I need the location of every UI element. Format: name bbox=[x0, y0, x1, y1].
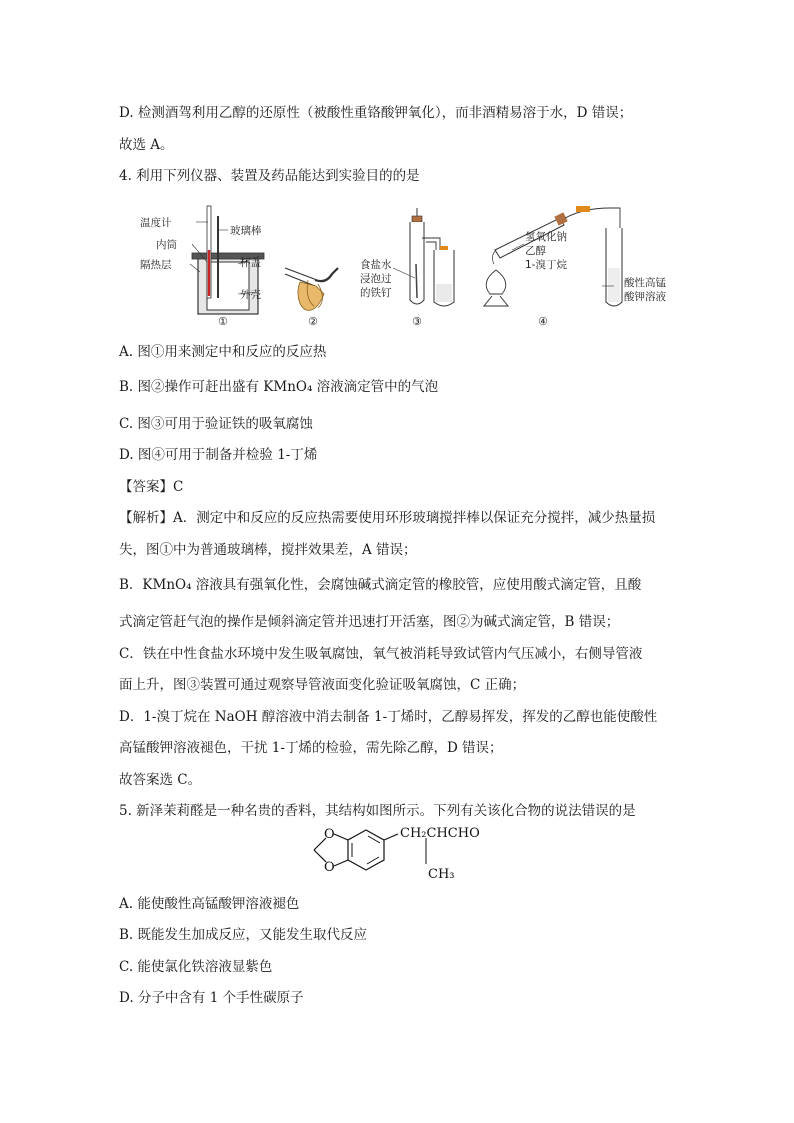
label-insulation: 隔热层 bbox=[140, 259, 172, 271]
figure-number-3: ③ bbox=[412, 315, 422, 328]
label-salt-water: 食盐水 bbox=[360, 259, 392, 271]
methyl-group: CH₃ bbox=[428, 867, 455, 882]
apparatus-figure bbox=[140, 198, 670, 333]
explanation-line: B．KMnO₄ 溶液具有强氧化性，会腐蚀碱式滴定管的橡胶管，应使用酸式滴定管，且酸 bbox=[119, 577, 642, 593]
option-b: B. 既能发生加成反应，又能发生取代反应 bbox=[119, 927, 368, 943]
option-d: D. 分子中含有 1 个手性碳原子 bbox=[119, 990, 304, 1006]
label-iron-nail: 的铁钉 bbox=[360, 287, 392, 299]
oxygen-top: O bbox=[324, 827, 335, 842]
option-c: C. 图③可用于验证铁的吸氧腐蚀 bbox=[119, 416, 313, 432]
explanation-line: 高锰酸钾溶液褪色，干扰 1-丁烯的检验，需先除乙醇，D 错误； bbox=[119, 740, 503, 756]
label-lid: 杯盖 bbox=[240, 257, 261, 269]
explanation-line: D．1-溴丁烷在 NaOH 醇溶液中消去制备 1-丁烯时，乙醇易挥发，挥发的乙醇也能使酸性 bbox=[119, 709, 658, 725]
label-soaked: 浸泡过 bbox=[360, 273, 392, 285]
label-ethanol: 乙醇 bbox=[525, 245, 546, 257]
label-bromobutane: 1-溴丁烷 bbox=[525, 259, 567, 271]
question-4: 4. 利用下列仪器、装置及药品能达到实验目的的是 bbox=[119, 168, 420, 184]
iron-corrosion-diagram bbox=[360, 208, 454, 328]
option-b: B. 图②操作可赶出盛有 KMnO₄ 溶液滴定管中的气泡 bbox=[119, 379, 439, 395]
elimination-setup-diagram bbox=[484, 206, 666, 328]
explanation-line: C．铁在中性食盐水环境中发生吸氧腐蚀，氧气被消耗导致试管内气压减小，右侧导管液 bbox=[119, 646, 643, 662]
label-kmno4-2: 酸钾溶液 bbox=[624, 291, 666, 303]
label-kmno4-1: 酸性高锰 bbox=[624, 277, 666, 289]
label-inner-cup: 内筒 bbox=[156, 239, 177, 251]
label-thermometer: 温度计 bbox=[140, 217, 172, 229]
side-chain: CH₂CHCHO bbox=[400, 826, 480, 841]
option-d: D. 图④可用于制备并检验 1-丁烯 bbox=[119, 447, 318, 463]
option-c: C. 能使氯化铁溶液显紫色 bbox=[119, 959, 273, 975]
explanation-line: 【解析】A．测定中和反应的反应热需要使用环形玻璃搅拌棒以保证充分搅拌，减少热量损 bbox=[119, 510, 656, 526]
label-glass-rod: 玻璃棒 bbox=[230, 225, 262, 237]
molecule-structure bbox=[300, 820, 510, 886]
label-shell: 外壳 bbox=[240, 289, 261, 301]
explanation-line: 故答案选 C。 bbox=[119, 772, 202, 788]
oxygen-bottom: O bbox=[324, 860, 335, 875]
label-naoh: 氢氧化钠 bbox=[525, 231, 567, 243]
explanation-line: 式滴定管赶气泡的操作是倾斜滴定管并迅速打开活塞，图②为碱式滴定管，B 错误； bbox=[119, 614, 620, 630]
figure-number-2: ② bbox=[308, 315, 318, 328]
burette-diagram bbox=[285, 268, 338, 328]
text-line: D. 检测酒驾利用乙醇的还原性（被酸性重铬酸钾氧化），而非酒精易溶于水，D 错误； bbox=[119, 105, 633, 121]
text-line: 故选 A。 bbox=[119, 137, 174, 153]
explanation-line: 失，图①中为普通玻璃棒，搅拌效果差，A 错误； bbox=[119, 542, 417, 558]
answer: 【答案】C bbox=[119, 479, 184, 495]
figure-number-1: ① bbox=[218, 315, 228, 328]
explanation-line: 面上升，图③装置可通过观察导管液面变化验证吸氧腐蚀，C 正确； bbox=[119, 677, 526, 693]
option-a: A. 能使酸性高锰酸钾溶液褪色 bbox=[119, 896, 300, 912]
option-a: A. 图①用来测定中和反应的反应热 bbox=[119, 344, 327, 360]
calorimeter-diagram bbox=[140, 206, 264, 328]
question-5: 5. 新泽茉莉醛是一种名贵的香料，其结构如图所示。下列有关该化合物的说法错误的是 bbox=[119, 803, 636, 819]
figure-number-4: ④ bbox=[538, 315, 548, 328]
